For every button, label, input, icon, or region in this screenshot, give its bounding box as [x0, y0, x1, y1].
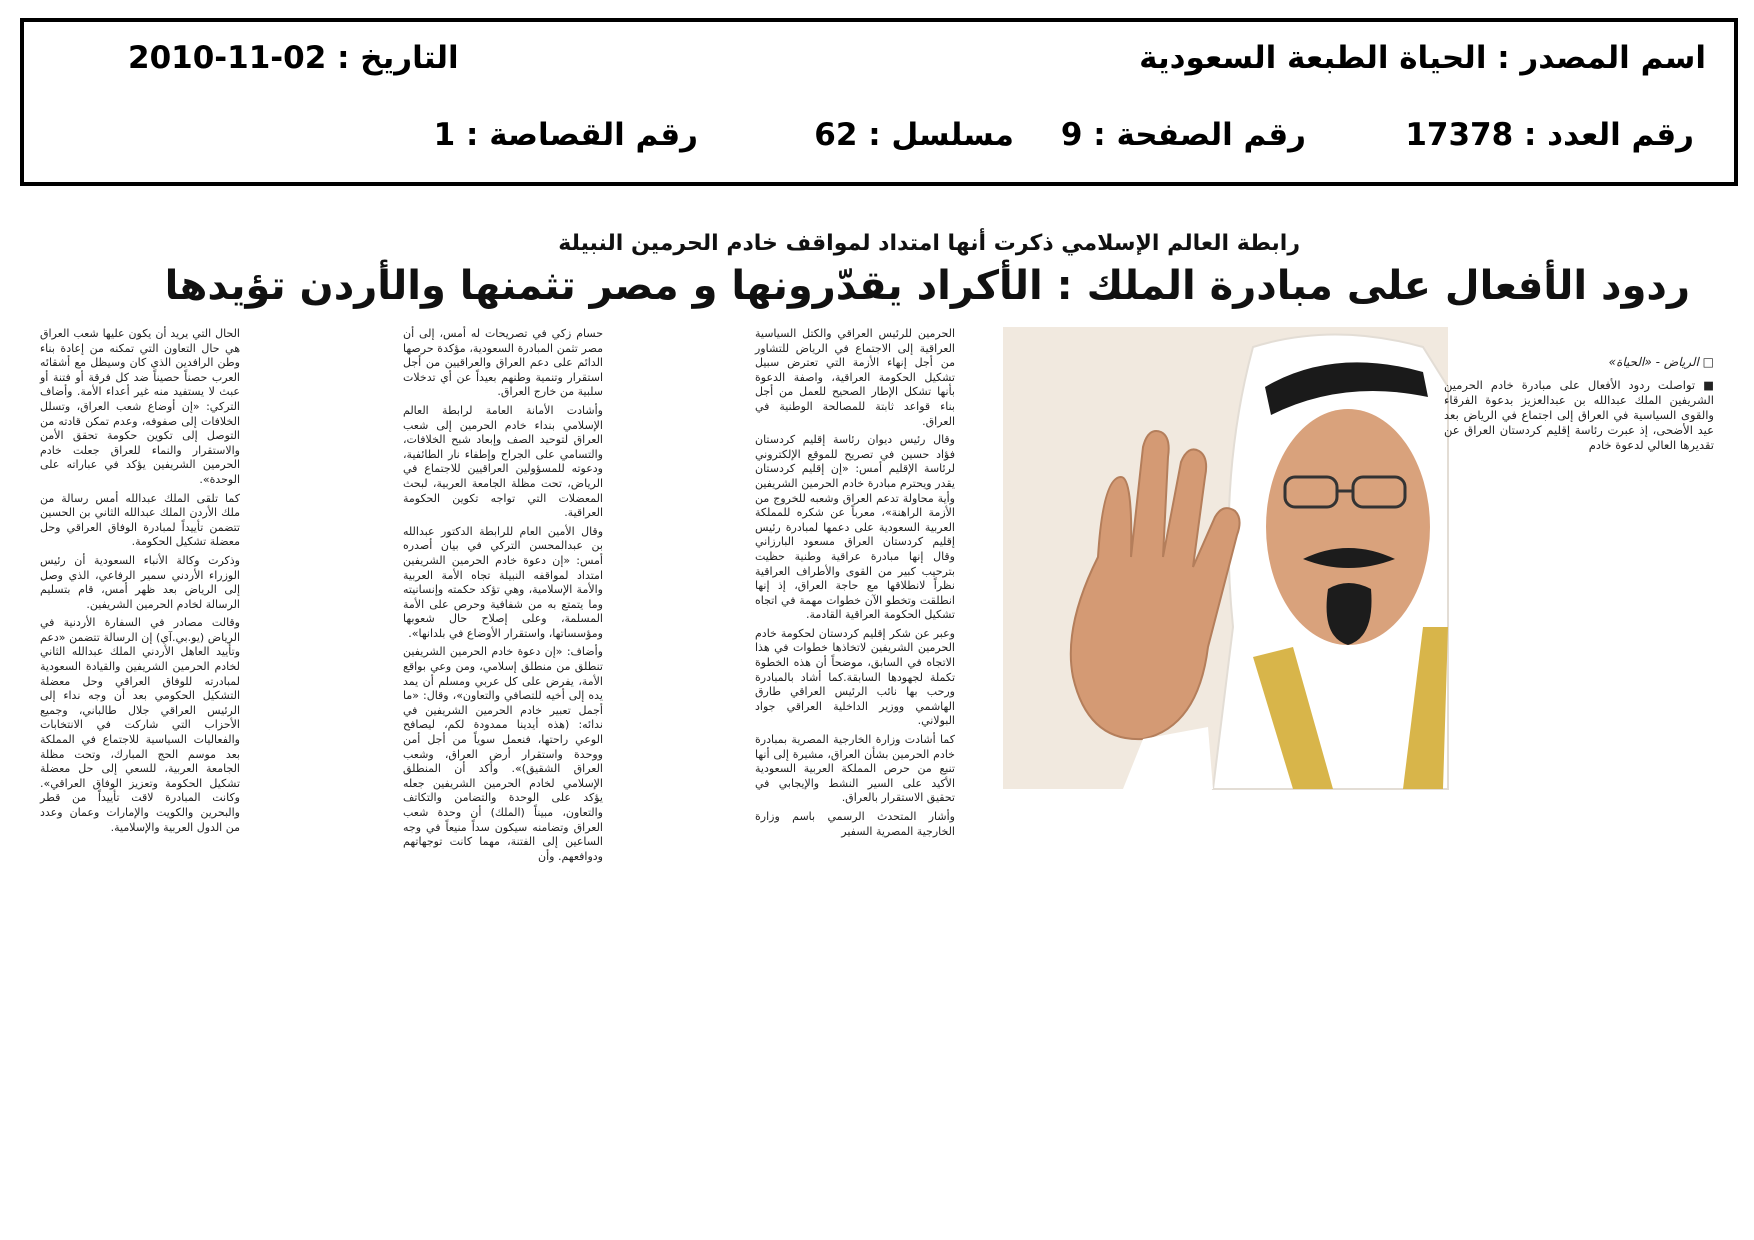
issue-number: رقم العدد : 17378	[1405, 117, 1694, 153]
paragraph: وأشادت الأمانة العامة لرابطة العالم الإسلامي بنداء خادم الحرمين إلى شعب العراق لتوحيد الصف وإبعاد شبح الخلافات، والتسامي على الجراح وإطفاء نار الطائفية، ودعوته للمسؤولين العراقيين للاجتماع في الرياض، تحت مظلة الجامعة العربية، لبحث المعضلات التي تواجه تكوين الحكومة العراقية.	[403, 403, 603, 520]
paragraph: كما أشادت وزارة الخارجية المصرية بمبادرة خادم الحرمين بشأن العراق، مشيرة إلى أنها تنبع من حرص المملكة العربية السعودية الأكيد على السير النشط والإيجابي في تحقيق الاستقرار بالعراق.	[755, 733, 955, 805]
portrait-illustration	[1003, 327, 1448, 789]
article-lead	[1444, 355, 1714, 453]
paragraph: كما تلقى الملك عبدالله أمس رسالة من ملك الأردن الملك عبدالله الثاني بن الحسين تتضمن تأييداً لمبادرة الوفاق العراقي وحل معضلة تشكيل الحكومة.	[40, 491, 240, 549]
lead-paragraph: ■ تواصلت ردود الأفعال على مبادرة خادم الحرمين الشريفين الملك عبدالله بن عبدالعزيز بدعوة الفرقاء والقوى السياسية في العراق إلى اجتماع في الرياض بعد عيد الأضحى، إذ عبرت رئاسة إقليم كردستان العراق عن تقديرها العالي لدعوة خادم	[1444, 378, 1714, 452]
article-column-2	[403, 327, 603, 863]
date-label: التاريخ : 02-11-2010	[128, 40, 459, 76]
king-photo	[1003, 327, 1448, 789]
article-kicker: رابطة العالم الإسلامي ذكرت أنها امتداد لمواقف خادم الحرمين النبيلة	[558, 231, 1300, 256]
article-column-3	[40, 327, 240, 834]
clipping-header-box	[20, 18, 1738, 186]
newspaper-clipping	[25, 215, 1730, 863]
article-column-1	[755, 327, 955, 838]
paragraph: وأشار المتحدث الرسمي باسم وزارة الخارجية المصرية السفير	[755, 810, 955, 838]
source-label: اسم المصدر : الحياة الطبعة السعودية	[1139, 40, 1706, 76]
paragraph: الحرمين للرئيس العراقي والكتل السياسية العراقية إلى الاجتماع في الرياض للتشاور من أجل إنهاء الأزمة التي تعترض سبيل تشكيل الحكومة العراقية، واصفة الدعوة بأنها تشكل الإطار الصحيح للعمل من أجل بناء قواعد ثابتة للمصالحة الوطنية في العراق.	[755, 327, 955, 428]
clipping-number: رقم القصاصة : 1	[433, 117, 698, 153]
paragraph: وعبر عن شكر إقليم كردستان لحكومة خادم الحرمين الشريفين لاتخاذها خطوات في هذا الاتجاه في السابق، موضحاً أن هذه الخطوة تكملة لجهودها السابقة.كما أشاد بالمبادرة ورحب بها نائب الرئيس العراقي طارق الهاشمي ووزير الداخلية العراقي جواد البولاني.	[755, 626, 955, 728]
paragraph: وقال الأمين العام للرابطة الدكتور عبدالله بن عبدالمحسن التركي في بيان أصدره أمس: «إن دعوة خادم الحرمين الشريفين امتداد لمواقفه النبيلة تجاه الأمة العربية والأمة الإسلامية، وهي تؤكد حكمته وإنسانيته وما يتمتع به من شفافية وحرص على الأمة المسلمة، وعلى إصلاح حال شعوبها ومؤسساتها، واستقرار الأوضاع في بلدانها».	[403, 524, 603, 640]
paragraph: وأضاف: «إن دعوة خادم الحرمين الشريفين تنطلق من منطلق إسلامي، ومن وعي بواقع الأمة، يفرض على كل عربي ومسلم أن يمد يده إلى أخيه للتصافي والتعاون»، وقال: «ما أجمل تعبير خادم الحرمين الشريفين في ندائه: (هذه أيدينا ممدودة لكم، ليصافح الوعي راحتها، فنعمل سوياً من أجل أمن ووحدة واستقرار أرض العراق، وشعب العراق الشقيق)». وأكد أن المنطلق الإسلامي لخادم الحرمين الشريفين جعله يؤكد على الوحدة والتضامن والتكاتف والتعاون، مبيناً (الملك) أن وحدة شعب العراق وتضامنه سيكون سداً منيعاً في وجه الساعين إلى الفتنة، مهما كانت توجهاتهم ودوافعهم. وأن	[403, 645, 603, 863]
paragraph: وذكرت وكالة الأنباء السعودية أن رئيس الوزراء الأردني سمير الرفاعي، الذي وصل إلى الرياض بعد ظهر أمس، قام بتسليم الرسالة لخادم الحرمين الشريفين.	[40, 553, 240, 611]
paragraph: وقالت مصادر في السفارة الأردنية في الرياض (يو.بي.آي) إن الرسالة تتضمن «دعم وتأييد العاهل الأردني الملك عبدالله الثاني لخادم الحرمين الشريفين والقيادة السعودية لمبادرته للوفاق العراقي وحل معضلة التشكيل الحكومي بعد أن وجه نداء إلى الرئيس العراقي جلال طالباني، وجميع الأحزاب التي شاركت في الانتخابات والفعاليات السياسية للاجتماع في المملكة بعد موسم الحج المبارك، وتحت مظلة الجامعة العربية، للسعي إلى حل معضلة تشكيل الحكومة وتعزيز الوفاق العراقي». وكانت المبادرة لاقت تأييداً من قطر والبحرين والكويت والإمارات وعمان وعدد من الدول العربية والإسلامية.	[40, 616, 240, 834]
paragraph: حسام زكي في تصريحات له أمس، إلى أن مصر تثمن المبادرة السعودية، مؤكدة حرصها الدائم على دعم العراق والعراقيين من أجل استقرار وتنمية وطنهم بعيداً عن أي تدخلات سلبية من خارج العراق.	[403, 327, 603, 399]
dateline: □ الرياض - «الحياة»	[1608, 355, 1714, 369]
serial-number: مسلسل : 62	[814, 117, 1014, 153]
page-number: رقم الصفحة : 9	[1060, 117, 1306, 153]
paragraph: الحال التي يريد أن يكون عليها شعب العراق هي حال التعاون التي تمكنه من إعادة بناء وطن الرافدين الذي كان وسيظل مع أشقائه العرب حصناً حصيناً ضد كل فرقة أو فتنة أو عبث لا يستفيد منه غير أعداء الأمة. وأضاف التركي: «إن أوضاع شعب العراق، وتسلل الخلافات إلى صفوفه، وعدم تمكن قادته من التوصل إلى تكوين حكومة تحقق الأمن والاستقرار والنماء للعراق جعلت خادم الحرمين الشريفين يؤكد في عباراته على الوحدة».	[40, 327, 240, 486]
paragraph: وقال رئيس ديوان رئاسة إقليم كردستان فؤاد حسين في تصريح للموقع الإلكتروني لرئاسة الإقليم أمس: «إن إقليم كردستان يقدر ويحترم مبادرة خادم الحرمين الشريفين وأية محاولة تدعم العراق وشعبه للخروج من الأزمة الراهنة»، معرباً عن شكره للمملكة العربية السعودية على دعمها لمبادرة رئيس إقليم كردستان العراق مسعود البارزاني وقال إنها مبادرة عراقية وطنية حظيت بترحيب كبير من القوى والأطراف العراقية نظراً لانطلاقها مع حاجة العراق، إذ إنها انطلقت وتخطو الآن خطوات مهمة في اتجاه تشكيل الحكومة العراقية القادمة.	[755, 433, 955, 622]
article-headline: ردود الأفعال على مبادرة الملك : الأكراد يقدّرونها و مصر تثمنها والأردن تؤيدها	[164, 263, 1690, 309]
